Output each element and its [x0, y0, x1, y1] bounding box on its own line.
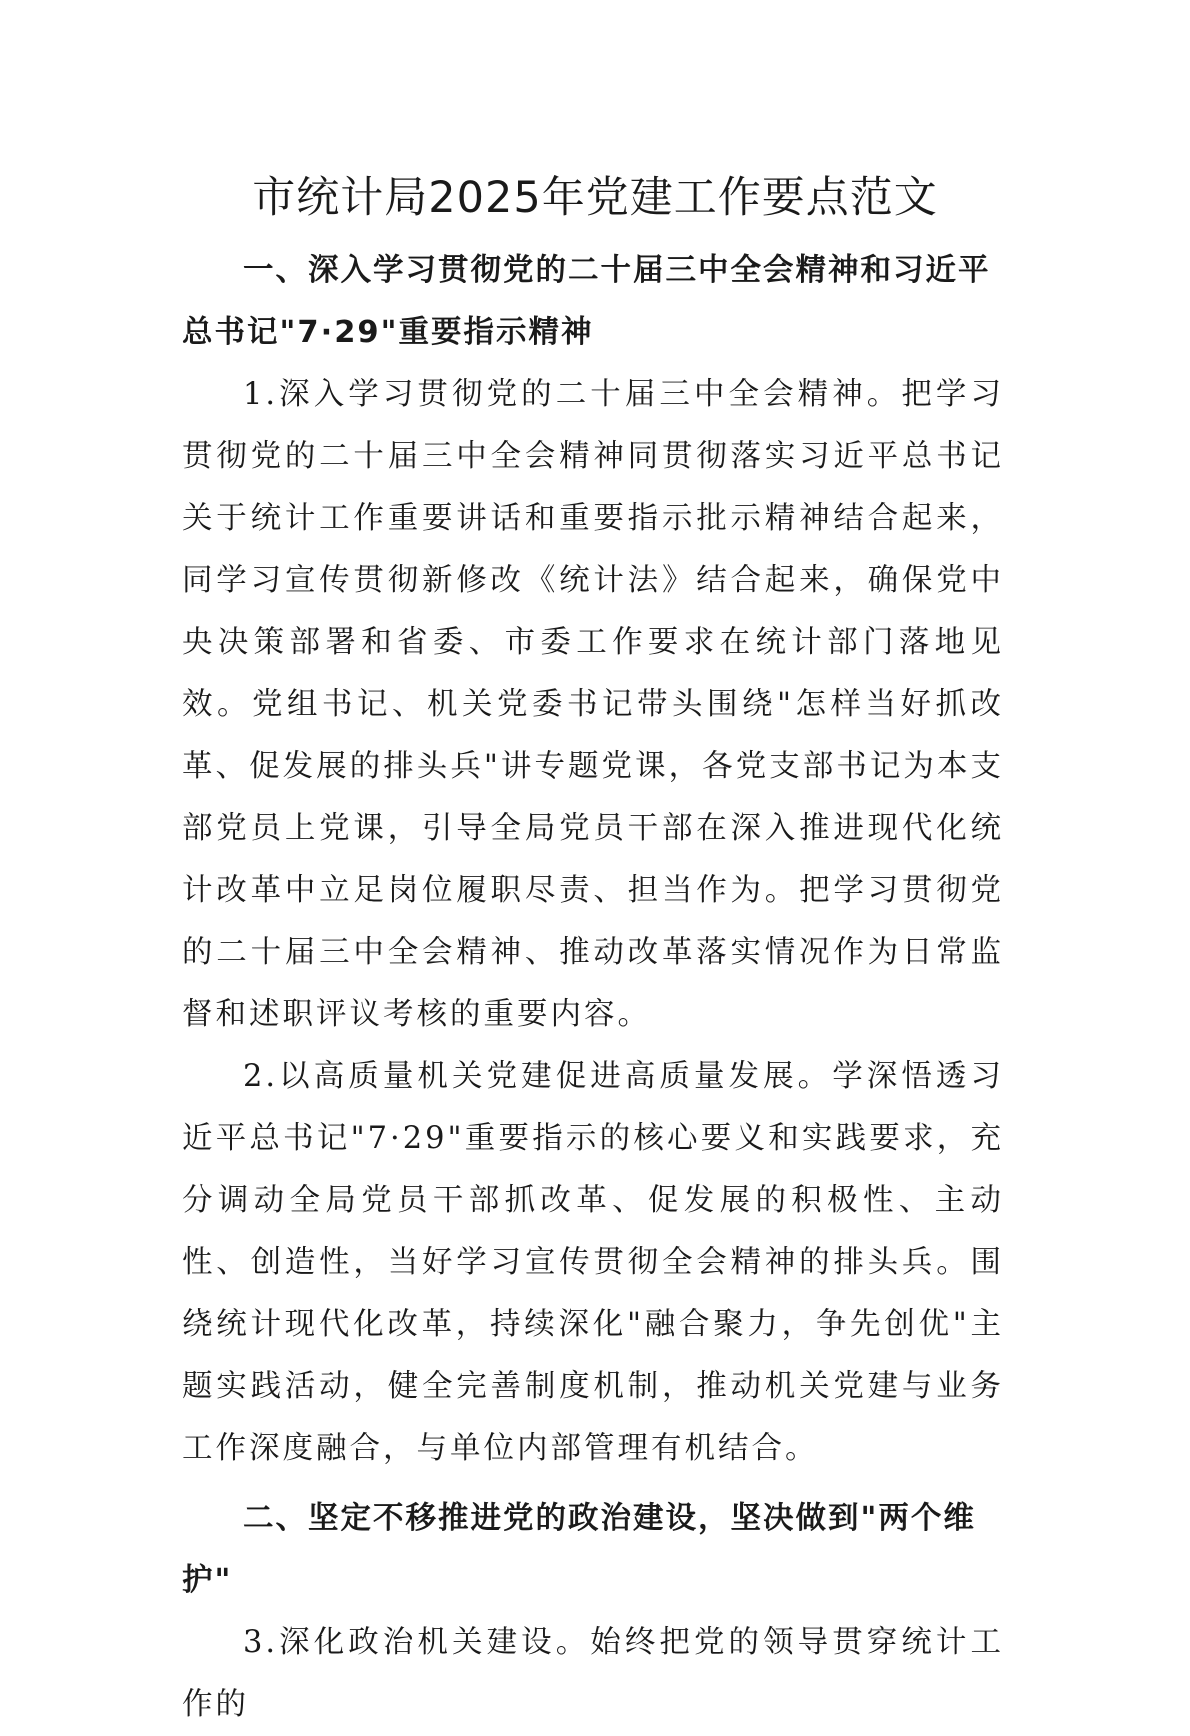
document-title: 市统计局2025年党建工作要点范文	[252, 173, 938, 223]
section-heading-1: 一、深入学习贯彻党的二十届三中全会精神和习近平总书记"7·29"重要指示精神	[182, 253, 991, 350]
paragraph-3: 3.深化政治机关建设。始终把党的领导贯穿统计工作的	[182, 1625, 1004, 1722]
section-heading-2: 二、坚定不移推进党的政治建设，坚决做到"两个维护"	[182, 1501, 976, 1598]
paragraph-1: 1.深入学习贯彻党的二十届三中全会精神。把学习贯彻党的二十届三中全会精神同贯彻落实习近平总书记关于统计工作重要讲话和重要指示批示精神结合起来，同学习宣传贯彻新修改《统计法》结合起来，确保党中央决策部署和省委、市委工作要求在统计部门落地见效。党组书记、机关党委书记带头围绕"怎样当好抓改革、促发展的排头兵"讲专题党课，各党支部书记为本支部党员上党课，引导全局党员干部在深入推进现代化统计改革中立足岗位履职尽责、担当作为。把学习贯彻党的二十届三中全会精神、推动改革落实情况作为日常监督和述职评议考核的重要内容。	[182, 377, 1004, 1032]
paragraph-2: 2.以高质量机关党建促进高质量发展。学深悟透习近平总书记"7·29"重要指示的核心要义和实践要求，充分调动全局党员干部抓改革、促发展的积极性、主动性、创造性，当好学习宣传贯彻全会精神的排头兵。围绕统计现代化改革，持续深化"融合聚力，争先创优"主题实践活动，健全完善制度机制，推动机关党建与业务工作深度融合，与单位内部管理有机结合。	[182, 1059, 1004, 1466]
document-body	[182, 240, 1004, 1736]
